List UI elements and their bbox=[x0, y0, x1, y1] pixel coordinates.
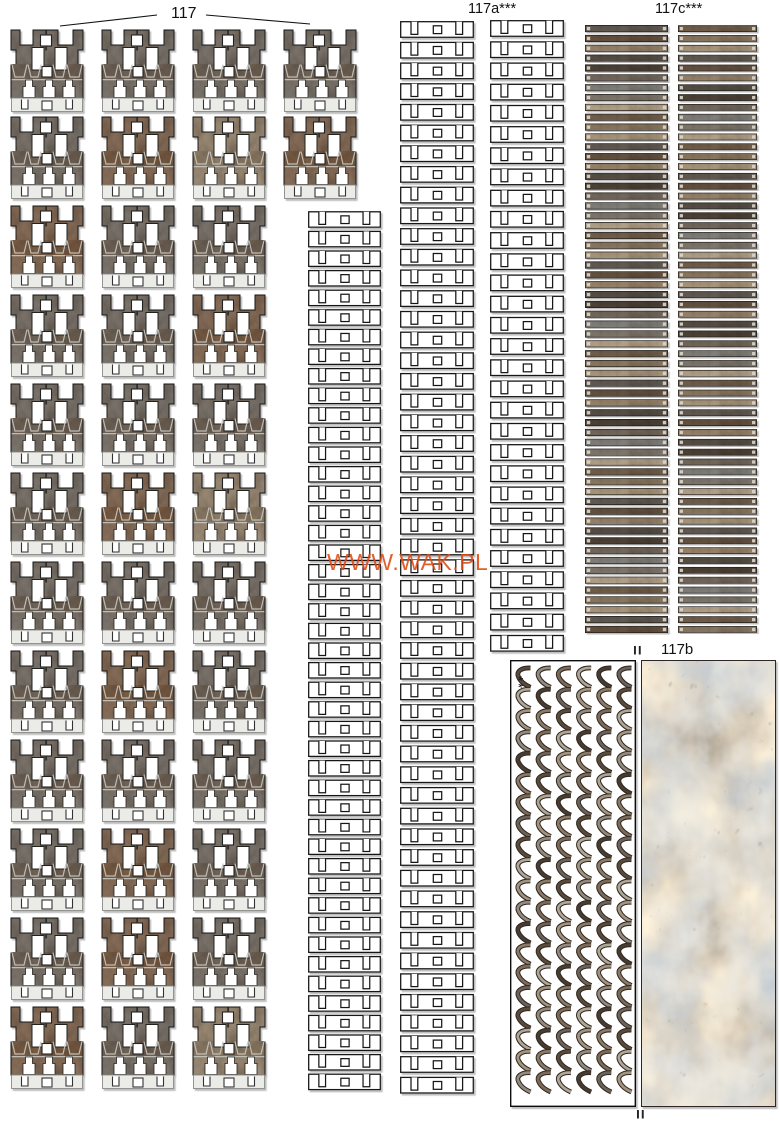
strip-117c bbox=[678, 459, 756, 465]
strip-117a bbox=[401, 84, 474, 100]
track-part bbox=[102, 829, 174, 911]
strip-117c bbox=[585, 75, 667, 82]
strip-117a bbox=[309, 917, 381, 932]
track-part bbox=[102, 918, 174, 1000]
strip-117c bbox=[585, 291, 667, 298]
strip-117a bbox=[491, 339, 564, 355]
register-mark bbox=[634, 646, 641, 655]
strip-117c bbox=[678, 439, 756, 445]
strip-117a bbox=[491, 572, 564, 588]
strip-117a bbox=[401, 498, 474, 514]
strip-117a bbox=[491, 318, 564, 334]
strip-117c bbox=[678, 341, 756, 347]
strip-117c bbox=[585, 55, 667, 62]
strip-117c bbox=[678, 420, 756, 426]
wak-watermark: WWW.WAK.PL bbox=[327, 549, 489, 575]
strip-117a bbox=[309, 937, 381, 952]
strip-117a bbox=[401, 1036, 474, 1052]
strip-117c bbox=[678, 311, 756, 317]
strip-117a bbox=[491, 169, 564, 185]
strip-117c bbox=[585, 488, 667, 495]
label-pointer-line bbox=[206, 15, 310, 24]
strip-117a bbox=[309, 525, 381, 540]
strip-117c bbox=[678, 232, 756, 238]
strip-117c bbox=[678, 449, 756, 455]
strip-117c bbox=[585, 538, 667, 545]
strip-117a bbox=[401, 912, 474, 928]
strip-117c bbox=[585, 400, 667, 407]
strip-117a bbox=[401, 519, 474, 535]
strip-117a bbox=[401, 974, 474, 990]
section-label-117: 117 bbox=[171, 5, 197, 22]
strip-117a bbox=[491, 84, 564, 100]
strip-117c bbox=[678, 626, 756, 632]
strip-117c bbox=[585, 144, 667, 151]
track-part bbox=[193, 740, 265, 822]
track-parts-grid bbox=[11, 30, 356, 1089]
track-part bbox=[102, 473, 174, 555]
strip-117c bbox=[678, 35, 756, 41]
strip-117a bbox=[491, 212, 564, 228]
strip-117c bbox=[678, 410, 756, 416]
strip-117c bbox=[678, 282, 756, 288]
strip-117c bbox=[678, 351, 756, 357]
strip-117c bbox=[585, 390, 667, 397]
strip-117a bbox=[309, 310, 381, 325]
strip-117c bbox=[585, 567, 667, 574]
strip-117a bbox=[401, 767, 474, 783]
strip-117a bbox=[309, 623, 381, 638]
strip-117c bbox=[585, 321, 667, 328]
strip-117a bbox=[309, 1035, 381, 1050]
strip-117a bbox=[401, 829, 474, 845]
strip-117c bbox=[585, 597, 667, 604]
strip-117c bbox=[585, 173, 667, 180]
track-part bbox=[11, 918, 83, 1000]
strip-117a bbox=[401, 477, 474, 493]
strip-117a bbox=[401, 933, 474, 949]
strip-117c bbox=[585, 163, 667, 170]
strip-117c bbox=[678, 114, 756, 120]
strip-117c bbox=[678, 252, 756, 258]
strip-117a bbox=[491, 402, 564, 418]
strip-117c bbox=[585, 25, 667, 32]
section-label-117a: 117a*** bbox=[468, 1, 517, 17]
strip-117c bbox=[585, 380, 667, 387]
track-part bbox=[193, 562, 265, 644]
strip-117c bbox=[678, 587, 756, 593]
strip-117c bbox=[585, 35, 667, 42]
strip-117c bbox=[585, 616, 667, 623]
strip-117c bbox=[585, 203, 667, 210]
strip-117a bbox=[309, 408, 381, 423]
strip-117a bbox=[401, 332, 474, 348]
strip-117c bbox=[678, 508, 756, 514]
strip-117a bbox=[491, 593, 564, 609]
track-part bbox=[193, 473, 265, 555]
strip-117a bbox=[491, 551, 564, 567]
track-part bbox=[11, 651, 83, 733]
strips-117c bbox=[585, 25, 756, 632]
strip-117c bbox=[678, 380, 756, 386]
track-part bbox=[102, 384, 174, 466]
strip-117a bbox=[309, 898, 381, 913]
strip-117c bbox=[678, 548, 756, 554]
track-part bbox=[193, 384, 265, 466]
strip-117c bbox=[585, 370, 667, 377]
strip-117a bbox=[309, 741, 381, 756]
strip-117c bbox=[678, 163, 756, 169]
track-part bbox=[11, 562, 83, 644]
track-part bbox=[11, 117, 83, 199]
strip-117a bbox=[309, 957, 381, 972]
strip-117c bbox=[678, 400, 756, 406]
strip-117a bbox=[401, 643, 474, 659]
track-part bbox=[102, 651, 174, 733]
strip-117c bbox=[678, 597, 756, 603]
strip-117a bbox=[491, 21, 564, 37]
strip-117c bbox=[678, 301, 756, 307]
track-part bbox=[11, 384, 83, 466]
zigzag-stars-marker: ** bbox=[511, 676, 526, 691]
strip-117c bbox=[678, 469, 756, 475]
strip-117a bbox=[401, 208, 474, 224]
strip-117a bbox=[401, 167, 474, 183]
strip-117c bbox=[678, 55, 756, 61]
strip-117a bbox=[401, 374, 474, 390]
strip-117c bbox=[678, 331, 756, 337]
track-part bbox=[11, 829, 83, 911]
strip-117c bbox=[585, 557, 667, 564]
strip-117a bbox=[401, 953, 474, 969]
strip-117c bbox=[678, 124, 756, 130]
strip-117a bbox=[491, 360, 564, 376]
strip-117c bbox=[585, 65, 667, 72]
strip-117a bbox=[491, 63, 564, 79]
strip-117c bbox=[678, 104, 756, 110]
strip-117a bbox=[309, 859, 381, 874]
strip-117c bbox=[585, 528, 667, 535]
strip-117a bbox=[401, 187, 474, 203]
strip-117c bbox=[678, 272, 756, 278]
strip-117a bbox=[491, 233, 564, 249]
track-part bbox=[102, 117, 174, 199]
strip-117a bbox=[491, 190, 564, 206]
strip-117c bbox=[585, 360, 667, 367]
strip-117a bbox=[401, 22, 474, 38]
strip-117a bbox=[401, 42, 474, 58]
strip-117c bbox=[678, 94, 756, 100]
strip-117c bbox=[585, 449, 667, 456]
mud-plate bbox=[641, 660, 776, 1107]
track-part bbox=[11, 30, 83, 112]
strip-117c bbox=[678, 183, 756, 189]
strip-117c bbox=[678, 144, 756, 150]
strip-117a bbox=[401, 394, 474, 410]
strip-117a bbox=[401, 63, 474, 79]
strip-117a bbox=[401, 1057, 474, 1073]
strip-117c bbox=[678, 518, 756, 524]
strip-117c bbox=[585, 331, 667, 338]
strip-117c bbox=[585, 419, 667, 426]
strip-117a bbox=[309, 369, 381, 384]
strip-117c bbox=[678, 498, 756, 504]
strip-117a bbox=[401, 1077, 474, 1093]
track-part bbox=[284, 117, 356, 199]
strip-117a bbox=[491, 614, 564, 630]
strip-117a bbox=[491, 296, 564, 312]
strip-117a bbox=[309, 1055, 381, 1070]
strip-117a bbox=[309, 447, 381, 462]
strip-117c bbox=[585, 410, 667, 417]
strip-117a bbox=[401, 1015, 474, 1031]
track-part bbox=[284, 30, 356, 112]
strip-117a bbox=[401, 456, 474, 472]
section-label-117b: 117b bbox=[661, 641, 694, 658]
strip-117a bbox=[401, 850, 474, 866]
strip-117a bbox=[491, 381, 564, 397]
strip-117c bbox=[678, 262, 756, 268]
strip-117a bbox=[491, 42, 564, 58]
strip-117a bbox=[309, 839, 381, 854]
strip-117a bbox=[309, 467, 381, 482]
strip-117a bbox=[401, 705, 474, 721]
strip-117a bbox=[309, 251, 381, 266]
strip-117a bbox=[401, 601, 474, 617]
strip-117c bbox=[585, 577, 667, 584]
strip-117a bbox=[401, 684, 474, 700]
strip-117a bbox=[309, 349, 381, 364]
strip-117a bbox=[401, 746, 474, 762]
strip-117c bbox=[678, 429, 756, 435]
strip-117a bbox=[309, 721, 381, 736]
strip-117a bbox=[309, 604, 381, 619]
label-pointer-line bbox=[60, 15, 157, 26]
track-part bbox=[193, 651, 265, 733]
strip-117a bbox=[491, 424, 564, 440]
strip-117a bbox=[401, 353, 474, 369]
strip-117c bbox=[678, 26, 756, 32]
strip-117a bbox=[309, 819, 381, 834]
register-mark bbox=[637, 1110, 644, 1119]
strip-117a bbox=[401, 788, 474, 804]
strip-117a bbox=[401, 415, 474, 431]
strip-117a bbox=[491, 254, 564, 270]
strip-117a bbox=[491, 508, 564, 524]
strip-117c bbox=[678, 607, 756, 613]
strip-117a bbox=[309, 682, 381, 697]
track-part bbox=[193, 1007, 265, 1089]
strip-117c bbox=[585, 459, 667, 466]
strip-117a bbox=[491, 530, 564, 546]
track-part bbox=[193, 206, 265, 288]
strip-117a bbox=[401, 146, 474, 162]
strip-117c bbox=[678, 154, 756, 160]
strip-117c bbox=[585, 232, 667, 239]
strip-117a bbox=[309, 1074, 381, 1089]
strip-117c bbox=[585, 153, 667, 160]
strip-117c bbox=[678, 203, 756, 209]
strip-117a bbox=[401, 663, 474, 679]
strip-117c bbox=[678, 85, 756, 91]
strip-117a bbox=[309, 271, 381, 286]
strip-117c bbox=[585, 94, 667, 101]
strip-117c bbox=[585, 547, 667, 554]
strip-117c bbox=[678, 567, 756, 573]
strip-117a bbox=[309, 231, 381, 246]
strip-117a bbox=[401, 105, 474, 121]
track-part bbox=[11, 295, 83, 377]
strip-117c bbox=[585, 213, 667, 220]
strip-117c bbox=[585, 429, 667, 436]
strip-117a bbox=[401, 622, 474, 638]
strip-117a bbox=[491, 445, 564, 461]
strip-117a bbox=[401, 891, 474, 907]
strip-117c bbox=[678, 45, 756, 51]
strip-117a bbox=[491, 636, 564, 652]
strip-117c bbox=[678, 488, 756, 494]
strip-117a bbox=[401, 726, 474, 742]
strip-117c bbox=[678, 390, 756, 396]
strip-117a bbox=[309, 388, 381, 403]
track-part bbox=[193, 918, 265, 1000]
strip-117a bbox=[401, 436, 474, 452]
strip-117c bbox=[678, 557, 756, 563]
strip-117a bbox=[491, 466, 564, 482]
strip-117a bbox=[401, 808, 474, 824]
strip-117c bbox=[678, 193, 756, 199]
strip-117a bbox=[309, 212, 381, 227]
strip-117a bbox=[401, 270, 474, 286]
strip-117c bbox=[585, 272, 667, 279]
strip-117a bbox=[401, 995, 474, 1011]
strip-117c bbox=[585, 222, 667, 229]
strip-117a bbox=[401, 581, 474, 597]
strip-117c bbox=[585, 518, 667, 525]
strip-117c bbox=[585, 508, 667, 515]
strip-117a bbox=[401, 229, 474, 245]
strip-117a bbox=[401, 291, 474, 307]
strip-117a bbox=[309, 663, 381, 678]
track-part bbox=[102, 206, 174, 288]
section-label-117c: 117c*** bbox=[655, 1, 703, 17]
strip-117c bbox=[585, 281, 667, 288]
strip-117c bbox=[585, 134, 667, 141]
strip-117c bbox=[678, 65, 756, 71]
panel-117b bbox=[511, 660, 776, 1107]
strip-117c bbox=[678, 75, 756, 81]
strip-117a bbox=[401, 125, 474, 141]
strip-117c bbox=[585, 607, 667, 614]
track-part bbox=[193, 30, 265, 112]
strip-117a bbox=[491, 106, 564, 122]
strip-117a bbox=[309, 878, 381, 893]
strip-117c bbox=[678, 370, 756, 376]
track-part bbox=[11, 473, 83, 555]
strip-117a bbox=[401, 249, 474, 265]
track-part bbox=[11, 740, 83, 822]
strip-117c bbox=[678, 173, 756, 179]
strip-117c bbox=[585, 193, 667, 200]
strip-117c bbox=[585, 341, 667, 348]
track-part bbox=[102, 1007, 174, 1089]
track-part bbox=[11, 206, 83, 288]
strip-117c bbox=[678, 134, 756, 140]
strip-117c bbox=[678, 223, 756, 229]
strip-117a bbox=[491, 148, 564, 164]
strip-117c bbox=[585, 183, 667, 190]
strip-117a bbox=[309, 761, 381, 776]
strip-117c bbox=[678, 479, 756, 485]
strip-117a bbox=[309, 290, 381, 305]
strip-117a bbox=[309, 584, 381, 599]
strip-117a bbox=[309, 427, 381, 442]
strip-117c bbox=[585, 84, 667, 91]
track-part bbox=[102, 30, 174, 112]
strip-117a bbox=[309, 486, 381, 501]
strip-117a bbox=[491, 275, 564, 291]
strip-117a bbox=[309, 800, 381, 815]
strip-117c bbox=[585, 301, 667, 308]
strip-117c bbox=[585, 114, 667, 121]
track-part bbox=[102, 562, 174, 644]
strip-117a bbox=[309, 702, 381, 717]
strip-117c bbox=[678, 577, 756, 583]
strip-117c bbox=[678, 242, 756, 248]
strip-117c bbox=[585, 242, 667, 249]
strip-117c bbox=[585, 478, 667, 485]
strip-117c bbox=[585, 124, 667, 131]
strip-117c bbox=[585, 498, 667, 505]
strip-117a bbox=[309, 996, 381, 1011]
strip-117a bbox=[309, 329, 381, 344]
strip-117a bbox=[401, 312, 474, 328]
track-part bbox=[11, 1007, 83, 1089]
strip-117c bbox=[585, 311, 667, 318]
strip-117a bbox=[309, 1015, 381, 1030]
track-part bbox=[193, 829, 265, 911]
strip-117c bbox=[585, 469, 667, 476]
strip-117a bbox=[309, 976, 381, 991]
strip-117c bbox=[678, 528, 756, 534]
strip-117c bbox=[585, 587, 667, 594]
strip-117c bbox=[678, 360, 756, 366]
strip-117a bbox=[401, 870, 474, 886]
strip-117c bbox=[585, 350, 667, 357]
strip-117c bbox=[585, 45, 667, 52]
strip-117c bbox=[678, 321, 756, 327]
strip-117c bbox=[585, 252, 667, 258]
strip-117c bbox=[585, 626, 667, 633]
track-part bbox=[193, 295, 265, 377]
track-part bbox=[193, 117, 265, 199]
strip-117a bbox=[309, 643, 381, 658]
track-part bbox=[102, 295, 174, 377]
track-part bbox=[102, 740, 174, 822]
strip-117a bbox=[309, 506, 381, 521]
strip-117c bbox=[678, 213, 756, 219]
strip-117c bbox=[678, 291, 756, 297]
strip-117c bbox=[585, 439, 667, 446]
strip-117c bbox=[585, 262, 667, 269]
strip-117a bbox=[309, 780, 381, 795]
strip-117c bbox=[585, 104, 667, 111]
strip-117c bbox=[678, 617, 756, 623]
strip-117c bbox=[678, 538, 756, 544]
strip-117a bbox=[491, 487, 564, 503]
strip-117a bbox=[491, 127, 564, 143]
